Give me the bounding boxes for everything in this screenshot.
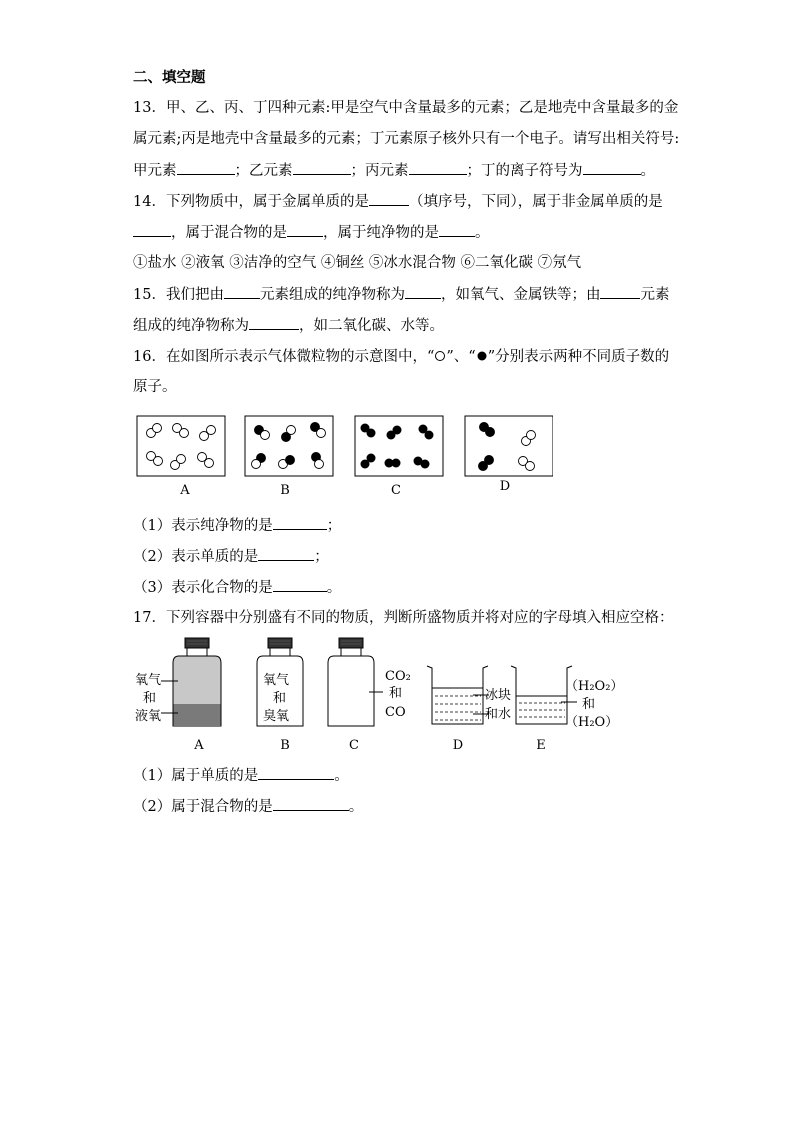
q15-text-f: ，如二氧化碳、水等。	[299, 318, 444, 334]
bottle-a-label1: 氧气	[135, 673, 162, 688]
q14-text-c: ，属于混合物的是	[171, 225, 287, 241]
q13-jia-label: 甲元素	[133, 163, 177, 179]
q13-ding-label: ；丁的离子符号为	[466, 163, 583, 179]
label-b: B	[280, 738, 290, 753]
bottle-b	[257, 638, 303, 726]
q17-sub2	[133, 796, 363, 817]
bottle-c-label2: 和	[389, 686, 403, 701]
bottle-b-label3: 臭氧	[263, 709, 290, 724]
q14-options: ①盐水 ②液氧 ③洁净的空气 ④铜丝 ⑤冰水混合物 ⑥二氧化碳 ⑦氖气	[133, 255, 582, 271]
q15-line1	[133, 284, 669, 305]
q15-blank4[interactable]	[249, 315, 299, 330]
q17-sub1-blank[interactable]	[258, 765, 334, 780]
q17-sub2-text: （2）属于混合物的是	[133, 799, 273, 815]
bottle-c-label1: CO₂	[385, 669, 411, 684]
q14-metal-blank[interactable]	[369, 191, 409, 206]
bottle-a-label2: 和	[143, 691, 157, 706]
box-d	[465, 416, 553, 476]
label-e: E	[536, 738, 546, 753]
q14-end: 。	[475, 225, 490, 241]
q14-text-a: 14．下列物质中，属于金属单质的是	[133, 194, 369, 210]
q16-sub3-text: （3）表示化合物的是	[133, 580, 273, 596]
q16-text-a: 16．在如图所示表示气体微粒物的示意图中，“	[133, 349, 435, 365]
label-b: B	[280, 483, 290, 498]
bottle-a	[135, 638, 221, 726]
q14-text-b: （填序号，下同），属于非金属单质的是	[408, 194, 663, 210]
q13-line3	[133, 160, 655, 181]
q14-mixture-blank[interactable]	[287, 222, 323, 237]
q16-sub1	[133, 515, 341, 536]
q16-particle-figure	[133, 415, 553, 500]
bottle-c	[328, 638, 411, 726]
section-title: 二、填空题	[133, 69, 206, 86]
label-c: C	[349, 738, 359, 753]
bottle-c-label3: CO	[385, 705, 406, 720]
q15-blank2[interactable]	[405, 284, 441, 299]
q17-sub1	[133, 765, 349, 786]
q16-sub2-end: ；	[314, 549, 329, 565]
q13-jia-blank[interactable]	[177, 160, 235, 175]
q14-pure-blank[interactable]	[439, 222, 475, 237]
label-d: D	[499, 479, 511, 494]
q16-line1	[133, 347, 669, 367]
beaker-e	[511, 666, 623, 730]
q13-line1: 13．甲、乙、丙、丁四种元素:甲是空气中含量最多的元素；乙是地壳中含量最多的金	[133, 100, 679, 116]
q16-sub3-blank[interactable]	[273, 577, 327, 592]
black-atom-icon	[476, 350, 488, 362]
q16-sub1-text: （1）表示纯净物的是	[133, 518, 273, 534]
q16-sub2-blank[interactable]	[258, 546, 314, 561]
q16-line2: 原子。	[133, 379, 177, 395]
beaker-d-label1: 冰块	[485, 688, 512, 703]
q17-sub2-blank[interactable]	[273, 796, 349, 811]
beaker-d-label2: 和水	[485, 707, 512, 722]
q17-sub1-end: 。	[334, 768, 349, 784]
beaker-e-label1: （H₂O₂）	[565, 679, 624, 694]
beaker-e-label2: 和	[582, 697, 596, 712]
q13-line2: 属元素;丙是地壳中含量最多的元素；丁元素原子核外只有一个电子。请写出相关符号:	[133, 131, 680, 147]
q15-text-e: 组成的纯净物称为	[133, 318, 249, 334]
q17-stem: 17．下列容器中分别盛有不同的物质，判断所盛物质并将对应的字母填入相应空格：	[133, 610, 674, 626]
q13-bing-blank[interactable]	[409, 160, 467, 175]
q14-line1	[133, 191, 663, 212]
q14-nonmetal-blank[interactable]	[133, 222, 171, 237]
q16-sub2	[133, 546, 329, 567]
q15-text-d: 元素	[640, 287, 670, 303]
bottle-b-label1: 氧气	[263, 673, 290, 688]
q14-text-d: ，属于纯净物的是	[323, 225, 439, 241]
white-atom-icon	[434, 350, 446, 362]
q16-sub3-end: 。	[326, 580, 342, 596]
label-a: A	[180, 483, 190, 498]
q15-blank3[interactable]	[600, 284, 640, 299]
q13-yi-label: ；乙元素	[234, 163, 293, 179]
q13-ding-blank[interactable]	[583, 160, 641, 175]
q16-text-b: ”、“	[446, 349, 476, 365]
q17-sub1-text: （1）属于单质的是	[133, 768, 259, 784]
q15-text-a: 15．我们把由	[133, 287, 224, 303]
label-a: A	[194, 738, 204, 753]
q17-container-figure	[133, 636, 653, 756]
q16-sub2-text: （2）表示单质的是	[133, 549, 259, 565]
q16-sub3	[133, 577, 341, 598]
box-a	[137, 416, 225, 476]
q15-blank1[interactable]	[224, 284, 260, 299]
box-b	[245, 416, 333, 476]
q17-sub2-end: 。	[348, 799, 364, 815]
q15-text-b: 元素组成的纯净物称为	[259, 287, 405, 303]
label-d: D	[452, 738, 464, 753]
q15-text-c: ，如氧气、金属铁等；由	[440, 287, 601, 303]
q15-line2	[133, 315, 444, 336]
q13-bing-label: ；丙元素	[350, 163, 409, 179]
beaker-d	[427, 666, 511, 724]
bottle-b-label2: 和	[273, 691, 287, 706]
q16-sub1-end: ；	[326, 518, 342, 534]
q16-text-c: ”分别表示两种不同质子数的	[487, 349, 670, 365]
bottle-a-label3: 液氧	[135, 709, 162, 724]
label-c: C	[391, 483, 401, 498]
q13-end: 。	[640, 163, 655, 179]
beaker-e-label3: （H₂O）	[565, 715, 619, 730]
box-c	[355, 416, 443, 476]
q16-sub1-blank[interactable]	[273, 515, 327, 530]
q13-yi-blank[interactable]	[293, 160, 351, 175]
q14-line2	[133, 222, 490, 243]
